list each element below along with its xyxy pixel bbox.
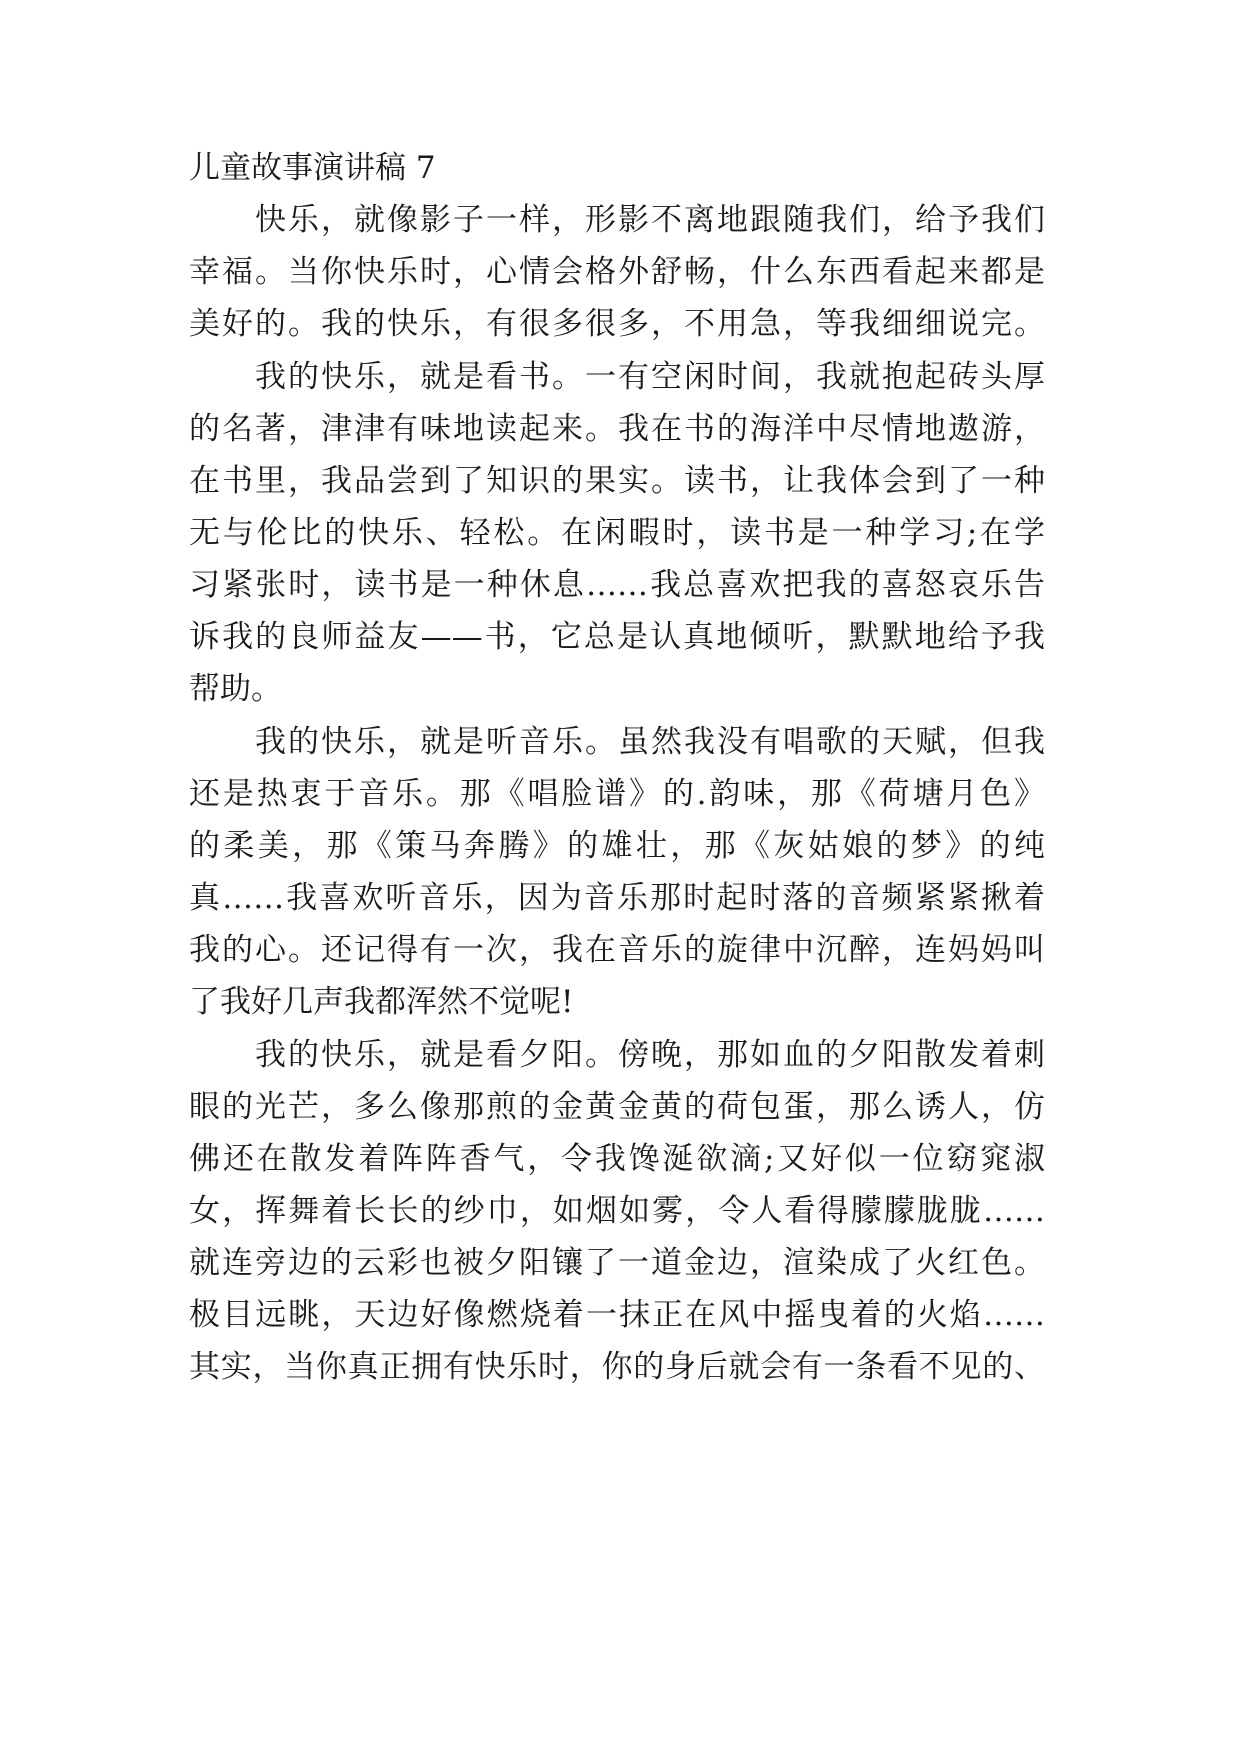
paragraph-line: 在书里，我品尝到了知识的果实。读书，让我体会到了一种	[189, 463, 1045, 499]
paragraph-line: 习紧张时，读书是一种休息……我总喜欢把我的喜怒哀乐告	[189, 567, 1045, 603]
paragraph-line: 我的快乐，就是听音乐。虽然我没有唱歌的天赋，但我	[255, 724, 1045, 760]
paragraph-line: 帮助。	[189, 671, 282, 707]
paragraph-line: 极目远眺，天边好像燃烧着一抹正在风中摇曳着的火焰……	[189, 1297, 1045, 1333]
paragraph-line: 我的快乐，就是看夕阳。傍晚，那如血的夕阳散发着刺	[255, 1037, 1045, 1073]
paragraph-line: 幸福。当你快乐时，心情会格外舒畅，什么东西看起来都是	[189, 254, 1045, 290]
paragraph-line: 美好的。我的快乐，有很多很多，不用急，等我细细说完。	[189, 306, 1045, 342]
paragraph-line: 佛还在散发着阵阵香气，令我馋涎欲滴;又好似一位窈窕淑	[189, 1141, 1045, 1177]
paragraph-line: 的名著，津津有味地读起来。我在书的海洋中尽情地遨游，	[189, 411, 1045, 447]
paragraph-line: 快乐，就像影子一样，形影不离地跟随我们，给予我们	[255, 202, 1045, 238]
paragraph-line: 诉我的良师益友——书，它总是认真地倾听，默默地给予我	[189, 619, 1045, 655]
document-title: 儿童故事演讲稿 7	[189, 150, 436, 186]
paragraph-line: 的柔美，那《策马奔腾》的雄壮，那《灰姑娘的梦》的纯	[189, 828, 1045, 864]
paragraph-line: 我的心。还记得有一次，我在音乐的旋律中沉醉，连妈妈叫	[189, 932, 1045, 968]
paragraph-line: 女，挥舞着长长的纱巾，如烟如雾，令人看得朦朦胧胧……	[189, 1193, 1045, 1229]
paragraph-line: 无与伦比的快乐、轻松。在闲暇时，读书是一种学习;在学	[189, 515, 1045, 551]
paragraph-line: 还是热衷于音乐。那《唱脸谱》的.韵味，那《荷塘月色》	[189, 776, 1045, 812]
paragraph-line: 我的快乐，就是看书。一有空闲时间，我就抱起砖头厚	[255, 359, 1045, 395]
paragraph-line: 眼的光芒，多么像那煎的金黄金黄的荷包蛋，那么诱人，仿	[189, 1089, 1045, 1125]
paragraph-line: 其实，当你真正拥有快乐时，你的身后就会有一条看不见的、	[189, 1349, 1045, 1385]
paragraph-line: 真……我喜欢听音乐，因为音乐那时起时落的音频紧紧揪着	[189, 880, 1045, 916]
paragraph-line: 就连旁边的云彩也被夕阳镶了一道金边，渲染成了火红色。	[189, 1245, 1045, 1281]
paragraph-line: 了我好几声我都浑然不觉呢!	[189, 984, 574, 1020]
